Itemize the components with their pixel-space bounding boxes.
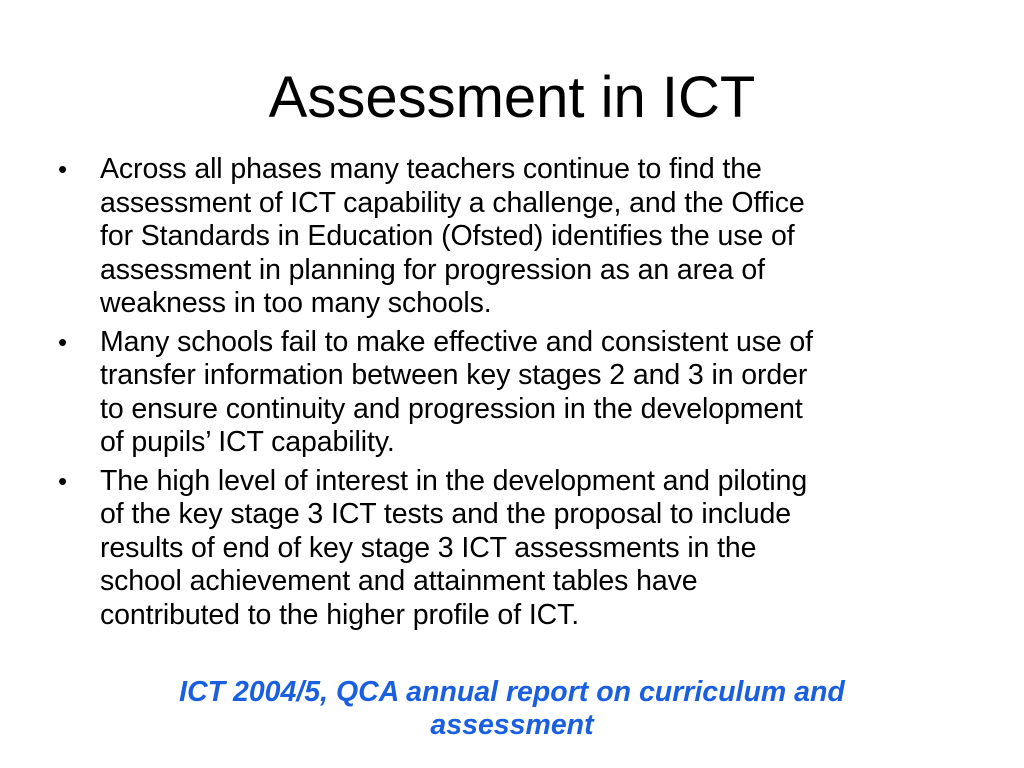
source-citation (60, 676, 964, 742)
bullet-item (58, 153, 978, 321)
bullet-text-line: assessment of ICT capability a challenge, and the Office (100, 186, 805, 219)
bullet-list (58, 153, 978, 637)
bullet-text-line: transfer information between key stages 2 and 3 in order (100, 359, 808, 391)
bullet-text-line: of pupils’ ICT capability. (100, 426, 395, 458)
bullet-text-line: to ensure continuity and progression in the development (100, 392, 803, 425)
bullet-text-line: assessment in planning for progression as an area of (100, 253, 765, 286)
citation-line: ICT 2004/5, QCA annual report on curriculum and (179, 676, 845, 708)
bullet-text-line: Across all phases many teachers continue to find the (100, 153, 762, 185)
bullet-text-line: for Standards in Education (Ofsted) identifies the use of (100, 220, 795, 252)
bullet-text-line: contributed to the higher profile of ICT. (100, 598, 580, 631)
bullet-text-line: results of end of key stage 3 ICT assessments in the (100, 531, 757, 564)
bullet-item (58, 465, 978, 633)
bullet-text-line: of the key stage 3 ICT tests and the proposal to include (100, 498, 791, 530)
bullet-text-line: weakness in too many schools. (100, 287, 492, 319)
citation-line: assessment (430, 709, 594, 741)
bullet-text-line: Many schools fail to make effective and consistent use of (100, 325, 813, 358)
slide-title: Assessment in ICT (268, 65, 756, 130)
bullet-icon: • (58, 154, 68, 184)
bullet-icon: • (58, 465, 68, 496)
bullet-text-line: The high level of interest in the development and piloting (100, 464, 808, 497)
bullet-text-line: school achievement and attainment tables have (100, 565, 698, 597)
bullet-icon: • (58, 326, 68, 357)
bullet-item (58, 326, 978, 460)
